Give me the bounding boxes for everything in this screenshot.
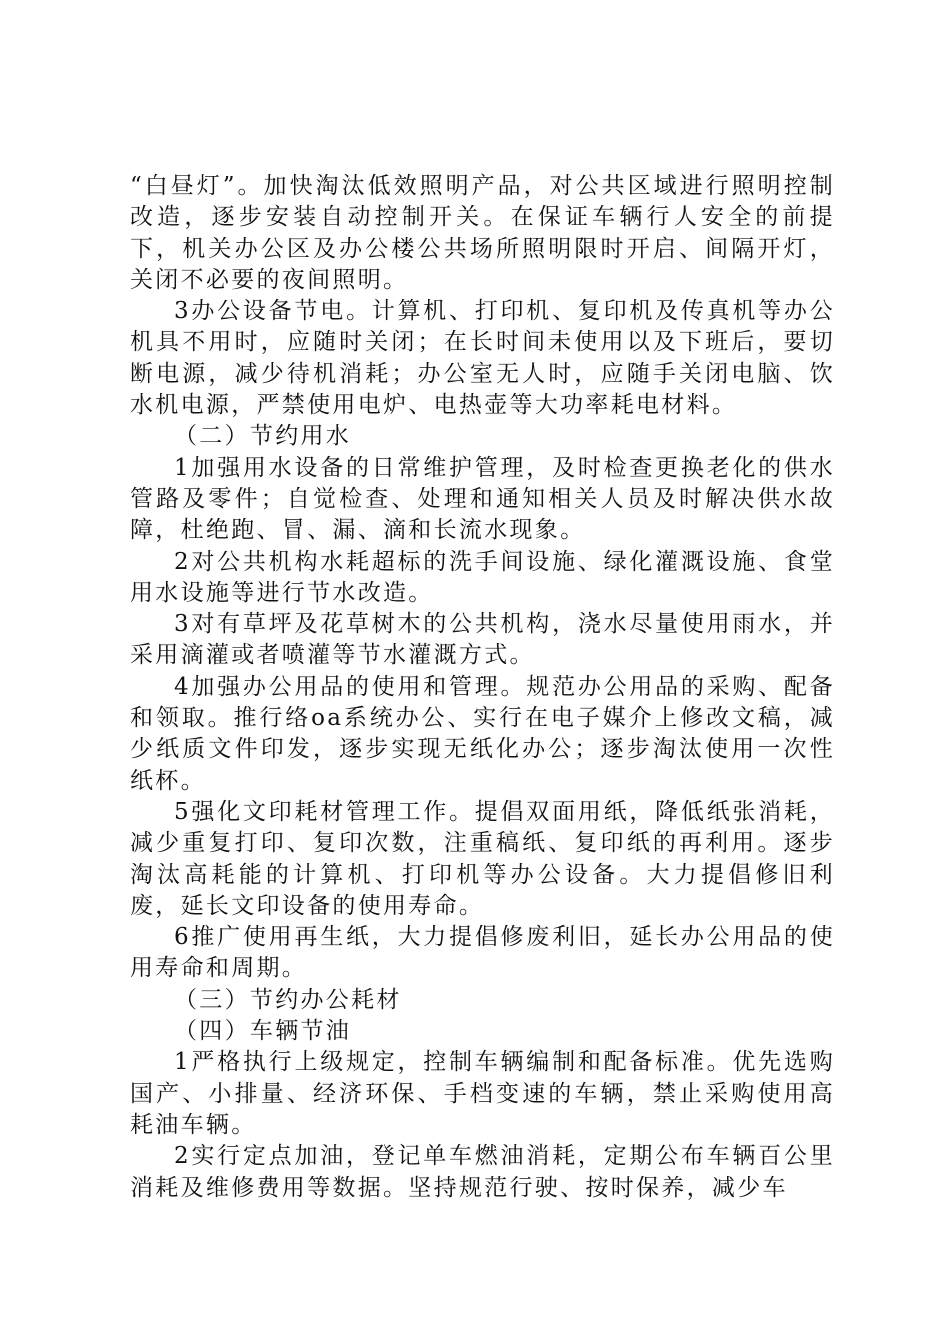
paragraph-water-retrofit: 2对公共机构水耗超标的洗手间设施、绿化灌溉设施、食堂用水设施等进行节水改造。	[130, 548, 835, 606]
section-heading-water-saving: （二）节约用水	[174, 423, 352, 450]
paragraph-fuel-records: 2实行定点加油，登记单车燃油消耗，定期公布车辆百公里消耗及维修费用等数据。坚持规范行驶、按时保养，减少车	[130, 1143, 835, 1201]
paragraph-office-supplies: 4加强办公用品的使用和管理。规范办公用品的采购、配备和领取。推行络oa系统办公、实行在电子媒介上修改文稿，减少纸质文件印发，逐步实现无纸化办公；逐步淘汰使用一次性纸杯。	[130, 673, 835, 794]
paragraph-water-maintenance: 1加强用水设备的日常维护管理，及时检查更换老化的供水管路及零件；自觉检查、处理和通知相关人员及时解决供水故障，杜绝跑、冒、漏、滴和长流水现象。	[130, 454, 835, 544]
section-heading-vehicle-fuel: （四）车辆节油	[174, 1018, 352, 1045]
paragraph-recycled-paper: 6推广使用再生纸，大力提倡修废利旧，延长办公用品的使用寿命和周期。	[130, 924, 835, 982]
paragraph-lighting-continued: “白昼灯”。加快淘汰低效照明产品，对公共区域进行照明控制改造，逐步安装自动控制开关。在保证车辆行人安全的前提下，机关办公区及办公楼公共场所照明限时开启、间隔开灯，关闭不必要的夜间照明。	[130, 173, 835, 293]
paragraph-office-equipment-power: 3办公设备节电。计算机、打印机、复印机及传真机等办公机具不用时，应随时关闭；在长时间未使用以及下班后，要切断电源，减少待机消耗；办公室无人时，应随手关闭电脑、饮水机电源，严禁使用电炉、电热壶等大功率耗电材料。	[130, 298, 835, 419]
section-heading-office-consumables: （三）节约办公耗材	[174, 986, 402, 1013]
paragraph-vehicle-standards: 1严格执行上级规定，控制车辆编制和配备标准。优先选购国产、小排量、经济环保、手档变速的车辆，禁止采购使用高耗油车辆。	[130, 1049, 835, 1138]
document-body	[130, 171, 835, 1204]
paragraph-printing-consumables: 5强化文印耗材管理工作。提倡双面用纸，降低纸张消耗，减少重复打印、复印次数，注重稿纸、复印纸的再利用。逐步淘汰高耗能的计算机、打印机等办公设备。大力提倡修旧利废，延长文印设备的使用寿命。	[130, 798, 835, 919]
paragraph-irrigation: 3对有草坪及花草树木的公共机构，浇水尽量使用雨水，并采用滴灌或者喷灌等节水灌溉方式。	[130, 611, 835, 669]
